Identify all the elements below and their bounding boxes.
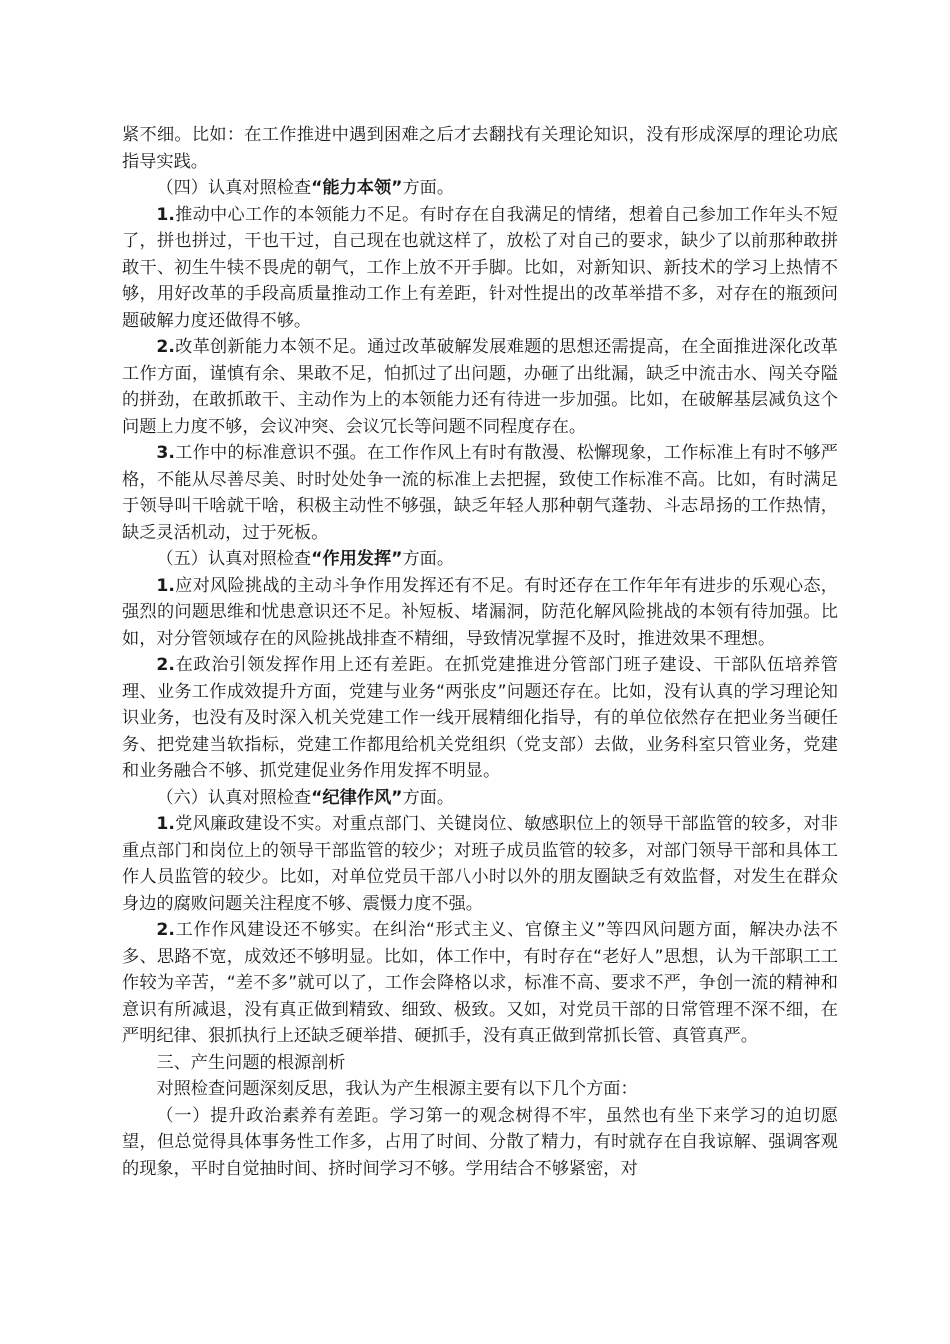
item-text: 党风廉政建设不实。对重点部门、关键岗位、敏感职位上的领导干部监管的较多，对非重点部门和岗位上的领导干部监管的较少；对班子成员监管的较多，对部门领导干部和具体工作人员监管的较少。比如，对单位党员干部八小时以外的朋友圈缺乏有效监督，对发生在群众身边的腐败问题关注程度不够、震慑力度不强。: [122, 814, 838, 914]
item-text: 在政治引领发挥作用上还有差距。在抓党建推进分管部门班子建设、干部队伍培养管理、业务工作成效提升方面，党建与业务“两张皮”问题还存在。比如，没有认真的学习理论知识业务，也没有及时深入机关党建工作一线开展精细化指导，有的单位依然存在把业务当硬任务、把党建当软指标，党建工作都甩给机关党组织（党支部）去做，业务科室只管业务，党建和业务融合不够、抓党建促业务作用发挥不明显。: [122, 655, 838, 781]
paragraph-item: [122, 440, 838, 546]
paragraph-continuation: 紧不细。比如：在工作推进中遇到困难之后才去翻找有关理论知识，没有形成深厚的理论功底指导实践。: [122, 125, 838, 172]
paragraph-item: [122, 917, 838, 1050]
heading-quote: “纪律作风”: [311, 787, 403, 808]
paragraph-item: [122, 573, 838, 653]
heading-suffix: 方面。: [402, 787, 455, 808]
chapter-heading: 三、产生问题的根源剖析: [156, 1052, 346, 1073]
item-number: 1.: [156, 204, 175, 225]
item-number: 2.: [156, 655, 175, 675]
item-number: 1.: [156, 814, 175, 834]
document-page: [122, 122, 838, 1182]
item-number: 3.: [156, 443, 175, 463]
heading-text: （四）认真对照检查: [156, 178, 312, 198]
paragraph-intro: 对照检查问题深刻反思，我认为产生根源主要有以下几个方面：: [156, 1079, 638, 1099]
paragraph-item: [122, 811, 838, 917]
heading-text: （六）认真对照检查: [156, 787, 312, 808]
paragraph-item: [122, 652, 838, 785]
paragraph-item: [122, 334, 838, 440]
item-number: 2.: [156, 337, 175, 357]
item-text: 改革创新能力本领不足。通过改革破解发展难题的思想还需提高，在全面推进深化改革工作方面，谨慎有余、果敢不足，怕抓过了出问题，办砸了出纰漏，缺乏中流击水、闯关夺隘的拼劲，在敢抓敢干、主动作为上的本领能力还有待进一步加强。比如，在破解基层减负这个问题上力度不够，会议冲突、会议冗长等问题不同程度存在。: [122, 337, 838, 437]
heading-suffix: 方面。: [402, 178, 455, 198]
item-text: 推动中心工作的本领能力不足。有时存在自我满足的情绪，想着自己参加工作年头不短了，拼也拼过，干也干过，自己现在也就这样了，放松了对自己的要求，缺少了以前那种敢拼敢干、初生牛犊不畏虎的朝气，工作上放不开手脚。比如，对新知识、新技术的学习上热情不够，用好改革的手段高质量推动工作上有差距，针对性提出的改革举措不多，对存在的瓶颈问题破解力度还做得不够。: [122, 204, 838, 331]
heading-quote: “能力本领”: [311, 178, 403, 198]
paragraph-body: （一）提升政治素养有差距。学习第一的观念树得不牢，虽然也有坐下来学习的迫切愿望，但总觉得具体事务性工作多，占用了时间、分散了精力，有时就存在自我谅解、强调客观的现象，平时自觉抽时间、挤时间学习不够。学用结合不够紧密，对: [122, 1105, 838, 1179]
section-heading-4: [122, 175, 838, 202]
item-number: 1.: [156, 575, 175, 596]
heading-suffix: 方面。: [402, 549, 455, 569]
item-text: 工作作风建设还不够实。在纠治“形式主义、官僚主义”等四风问题方面，解决办法不多、思路不宽，成效还不够明显。比如，体工作中，有时存在“老好人”思想，认为干部职工工作较为辛苦，“差不多”就可以了，工作会降格以求，标准不高、要求不严，争创一流的精神和意识有所减退，没有真正做到精致、细致、极致。又如，对党员干部的日常管理不深不细，在严明纪律、狠抓执行上还缺乏硬举措、硬抓手，没有真正做到常抓长管、真管真严。: [122, 920, 838, 1046]
section-heading-5: [122, 546, 838, 573]
item-number: 2.: [156, 920, 175, 940]
heading-text: （五）认真对照检查: [156, 549, 312, 569]
paragraph-item: [122, 202, 838, 335]
heading-quote: “作用发挥”: [311, 549, 403, 569]
item-text: 工作中的标准意识不强。在工作作风上有时有散漫、松懈现象，工作标准上有时不够严格，不能从尽善尽美、时时处处争一流的标准上去把握，致使工作标准不高。比如，有时满足于领导叫干啥就干啥，积极主动性不够强，缺乏年轻人那种朝气蓬勃、斗志昂扬的工作热情，缺乏灵活机动，过于死板。: [122, 443, 838, 543]
section-heading-6: [122, 785, 838, 812]
item-text: 应对风险挑战的主动斗争作用发挥还有不足。有时还存在工作年年有进步的乐观心态，强烈的问题思维和忧患意识还不足。补短板、堵漏洞，防范化解风险挑战的本领有待加强。比如，对分管领域存在的风险挑战排查不精细，导致情况掌握不及时，推进效果不理想。: [122, 575, 838, 649]
